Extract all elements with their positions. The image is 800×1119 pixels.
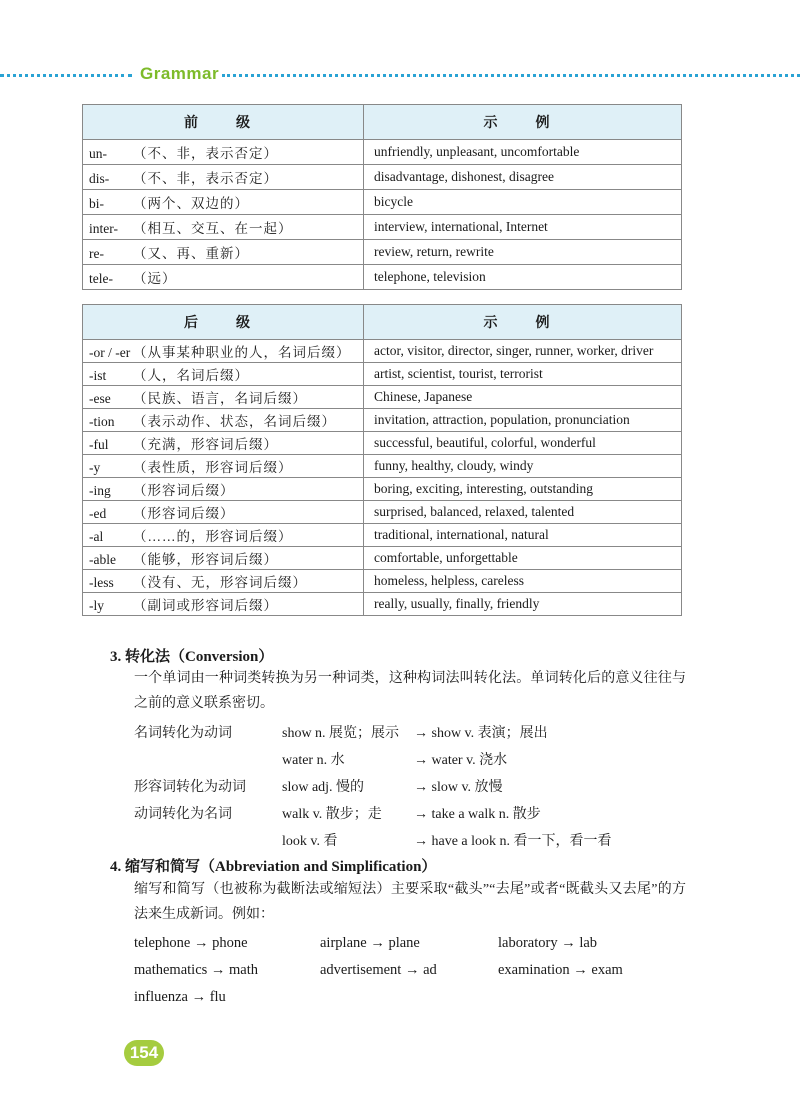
affix-meaning: （能够，形容词后缀）	[133, 552, 278, 567]
affix-meaning: （民族、语言，名词后缀）	[133, 391, 307, 406]
examples-cell: artist, scientist, tourist, terrorist	[364, 363, 682, 386]
affix-meaning: （充满，形容词后缀）	[133, 437, 278, 452]
conversion-result: → water v. 浇水	[414, 753, 508, 768]
examples-cell: telephone, television	[364, 265, 682, 290]
examples-cell: invitation, attraction, population, pronunciation	[364, 409, 682, 432]
affix-meaning: （人，名词后缀）	[133, 368, 249, 383]
affix-label: dis-	[89, 171, 110, 186]
examples-cell: bicycle	[364, 190, 682, 215]
affix-label: bi-	[89, 196, 104, 211]
affix-cell	[83, 478, 364, 501]
affix-cell	[83, 593, 364, 616]
affix-cell	[83, 570, 364, 593]
examples-cell: comfortable, unforgettable	[364, 547, 682, 570]
affix-label: -ist	[89, 368, 107, 383]
affix-meaning: （远）	[133, 271, 177, 286]
table-header: 前 级	[83, 105, 364, 140]
affix-label: inter-	[89, 221, 118, 236]
affix-label: -ed	[89, 506, 107, 521]
table-row	[83, 215, 682, 240]
affix-cell	[83, 215, 364, 240]
conversion-result: → have a look n. 看一下，看一看	[414, 834, 612, 849]
abbreviation-example: laboratory → lab	[498, 935, 598, 951]
affix-meaning: （表示动作、状态，名词后缀）	[133, 414, 336, 429]
affix-meaning: （表性质，形容词后缀）	[133, 460, 293, 475]
affix-cell	[83, 432, 364, 455]
affix-cell	[83, 409, 364, 432]
table-row	[83, 524, 682, 547]
prefix-table	[82, 104, 682, 290]
table-header: 示 例	[364, 105, 682, 140]
examples-cell: funny, healthy, cloudy, windy	[364, 455, 682, 478]
affix-meaning: （不、非，表示否定）	[133, 146, 278, 161]
affix-meaning: （形容词后缀）	[133, 483, 235, 498]
table-row	[83, 386, 682, 409]
affix-meaning: （从事某种职业的人，名词后缀）	[133, 345, 351, 360]
table-row	[83, 363, 682, 386]
table-row	[83, 165, 682, 190]
affix-label: -ly	[89, 598, 104, 613]
abbreviation-example: influenza → flu	[134, 989, 226, 1005]
table-row	[83, 570, 682, 593]
examples-cell: actor, visitor, director, singer, runner, worker, driver	[364, 340, 682, 363]
affix-label: tele-	[89, 271, 113, 286]
affix-meaning: （形容词后缀）	[133, 506, 235, 521]
examples-cell: Chinese, Japanese	[364, 386, 682, 409]
table-row	[83, 432, 682, 455]
affix-cell	[83, 547, 364, 570]
affix-cell	[83, 165, 364, 190]
affix-cell	[83, 386, 364, 409]
table-row	[83, 190, 682, 215]
table-row	[83, 593, 682, 616]
table-row	[83, 240, 682, 265]
affix-cell	[83, 265, 364, 290]
affix-meaning: （两个、双边的）	[133, 196, 249, 211]
conversion-result: → slow v. 放慢	[414, 780, 503, 795]
conversion-paragraph: 一个单词由一种词类转换为另一种词类，这种构词法叫转化法。单词转化后的意义往往与之前的意义联系密切。	[134, 671, 686, 711]
abbreviation-paragraph: 缩写和简写（也被称为截断法或缩短法）主要采取“截头”“去尾”或者“既截头又去尾”的方法来生成新词。例如：	[134, 882, 686, 922]
affix-meaning: （没有、无，形容词后缀）	[133, 575, 307, 590]
abbreviation-heading: 4. 缩写和简写（Abbreviation and Simplification）	[110, 859, 437, 875]
abbreviation-example: advertisement → ad	[320, 962, 437, 978]
examples-cell: unfriendly, unpleasant, uncomfortable	[364, 140, 682, 165]
examples-cell: homeless, helpless, careless	[364, 570, 682, 593]
abbreviation-example: telephone → phone	[134, 935, 248, 951]
examples-cell: really, usually, finally, friendly	[364, 593, 682, 616]
page-header	[0, 64, 800, 86]
conversion-source: look v. 看	[282, 834, 338, 849]
section-title: Grammar	[140, 64, 220, 83]
affix-label: -y	[89, 460, 101, 475]
affix-meaning: （相互、交互、在一起）	[133, 221, 293, 236]
examples-cell: successful, beautiful, colorful, wonderful	[364, 432, 682, 455]
affix-label: -ing	[89, 483, 111, 498]
conversion-heading: 3. 转化法（Conversion）	[110, 649, 274, 665]
table-row	[83, 409, 682, 432]
affix-cell	[83, 524, 364, 547]
affix-label: -ful	[89, 437, 109, 452]
conversion-type-label: 形容词转化为动词	[134, 780, 246, 795]
affix-cell	[83, 240, 364, 265]
examples-cell: interview, international, Internet	[364, 215, 682, 240]
table-header: 后 级	[83, 305, 364, 340]
affix-cell	[83, 455, 364, 478]
table-row	[83, 140, 682, 165]
affix-label: -or / -er	[89, 345, 131, 360]
conversion-source: show n. 展览；展示	[282, 726, 400, 741]
dotted-rule-right	[222, 74, 800, 77]
affix-label: -able	[89, 552, 116, 567]
affix-meaning: （又、再、重新）	[133, 246, 249, 261]
affix-meaning: （……的，形容词后缀）	[133, 529, 293, 544]
table-row	[83, 547, 682, 570]
affix-label: -tion	[89, 414, 115, 429]
table-header: 示 例	[364, 305, 682, 340]
examples-cell: review, return, rewrite	[364, 240, 682, 265]
table-row	[83, 340, 682, 363]
dotted-rule-left	[0, 74, 132, 77]
affix-cell	[83, 501, 364, 524]
abbreviation-example: mathematics → math	[134, 962, 259, 978]
affix-label: -al	[89, 529, 104, 544]
conversion-type-label: 名词转化为动词	[134, 726, 232, 741]
table-row	[83, 501, 682, 524]
conversion-source: slow adj. 慢的	[282, 780, 365, 795]
affix-cell	[83, 140, 364, 165]
table-row	[83, 265, 682, 290]
affix-cell	[83, 190, 364, 215]
affix-label: un-	[89, 146, 107, 161]
suffix-table	[82, 304, 682, 616]
examples-cell: boring, exciting, interesting, outstanding	[364, 478, 682, 501]
conversion-result: → take a walk n. 散步	[414, 807, 541, 822]
examples-cell: traditional, international, natural	[364, 524, 682, 547]
affix-cell	[83, 340, 364, 363]
table-row	[83, 478, 682, 501]
conversion-result: → show v. 表演；展出	[414, 726, 548, 741]
affix-label: -ese	[89, 391, 111, 406]
abbreviation-example: airplane → plane	[320, 935, 420, 951]
examples-cell: surprised, balanced, relaxed, talented	[364, 501, 682, 524]
affix-meaning: （不、非，表示否定）	[133, 171, 278, 186]
table-row	[83, 455, 682, 478]
conversion-type-label: 动词转化为名词	[134, 807, 232, 822]
page-number: 154	[124, 1040, 164, 1066]
conversion-source: walk v. 散步；走	[282, 807, 382, 822]
affix-meaning: （副词或形容词后缀）	[133, 598, 278, 613]
affix-label: re-	[89, 246, 104, 261]
affix-cell	[83, 363, 364, 386]
examples-cell: disadvantage, dishonest, disagree	[364, 165, 682, 190]
conversion-source: water n. 水	[282, 753, 345, 768]
affix-label: -less	[89, 575, 114, 590]
abbreviation-example: examination → exam	[498, 962, 623, 978]
